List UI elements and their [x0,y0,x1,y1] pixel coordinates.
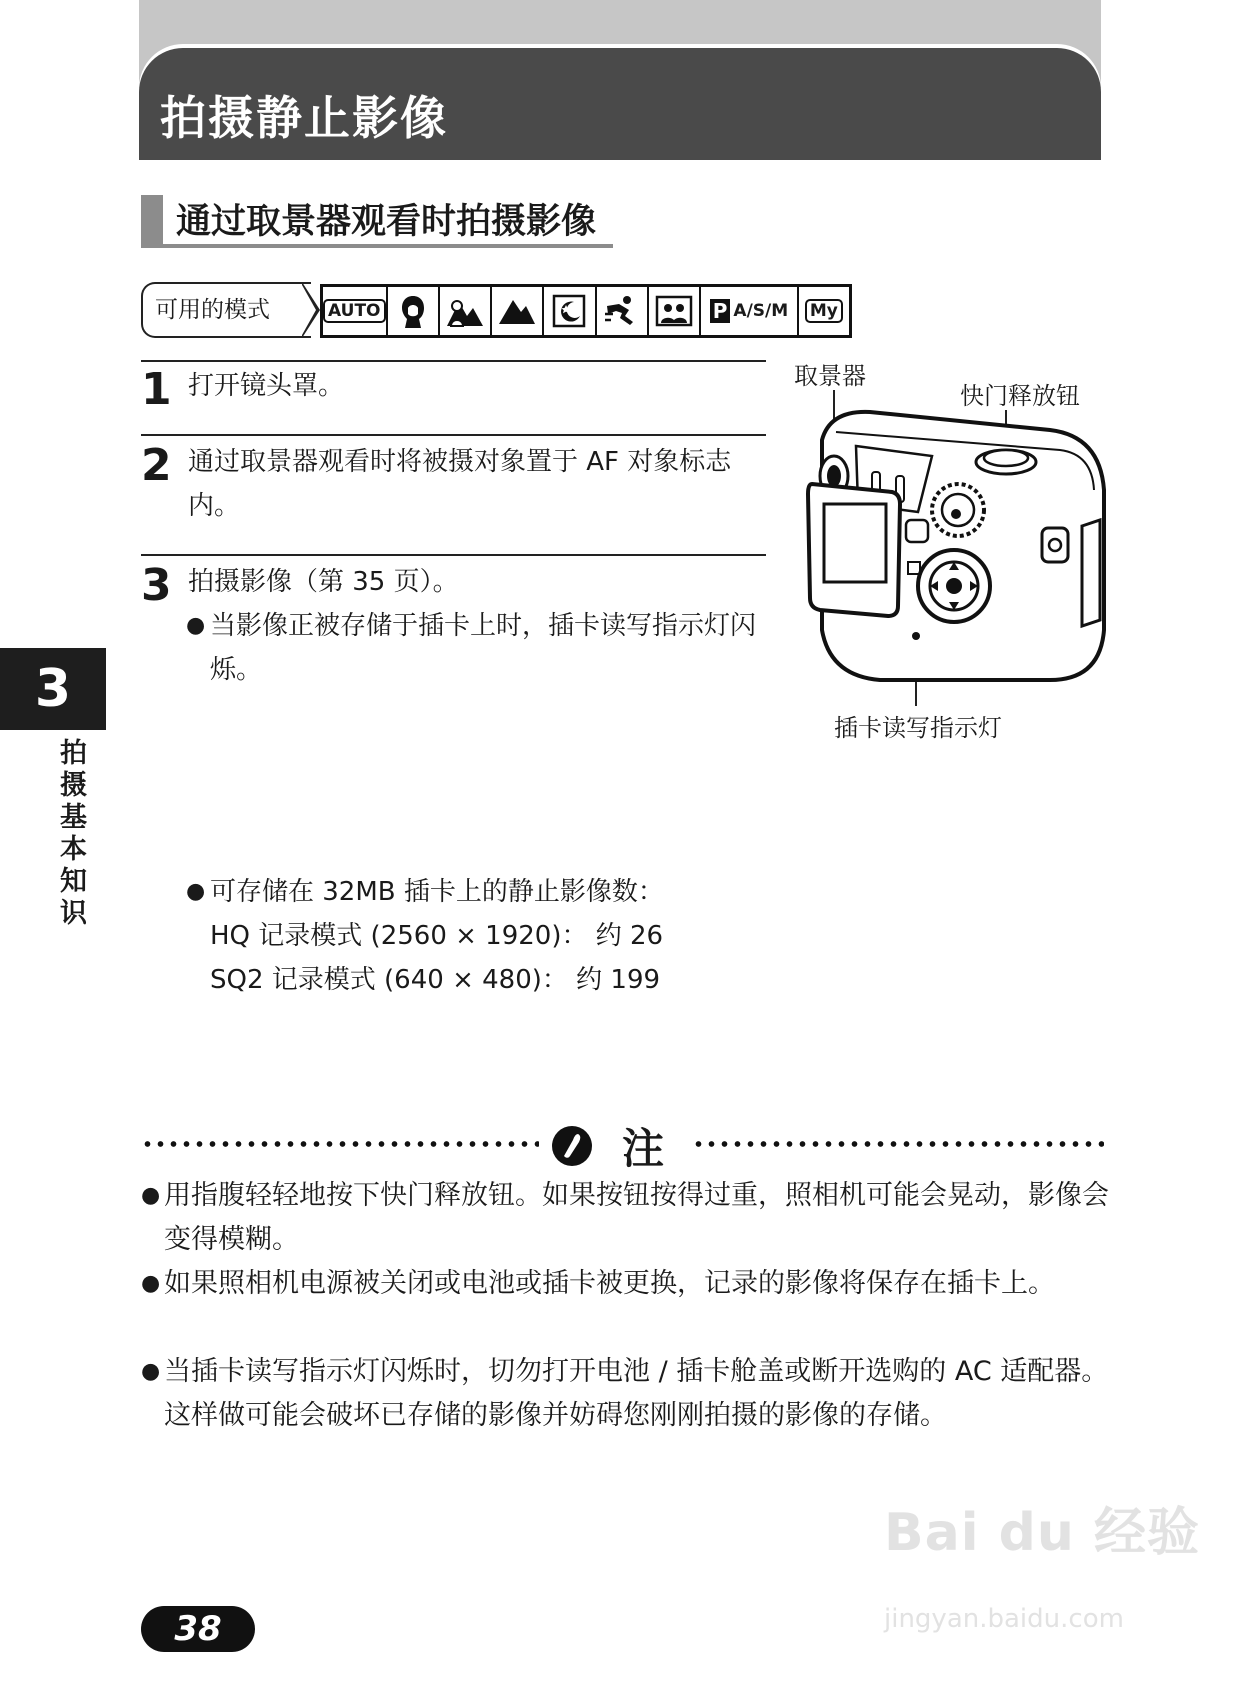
bullet-icon: ● [141,1183,161,1208]
step-3-text: 拍摄影像（第 35 页）。 [188,567,459,597]
step-1-text: 打开镜头罩。 [188,371,345,401]
note-item-3: 当插卡读写指示灯闪烁时，切勿打开电池 / 插卡舱盖或断开选购的 AC 适配器。这样做可能会破坏已存储的影像并妨碍您刚刚拍摄的影像的存储。 [164,1356,1109,1431]
note-divider-right [692,1140,1104,1148]
watermark-logo: Bai du 经验 [884,1503,1200,1563]
note-item-1: 用指腹轻轻地按下快门释放钮。如果按钮按得过重，照相机可能会晃动，影像会变得模糊。 [164,1180,1109,1255]
step-divider [141,554,766,556]
mode-auto [323,287,388,335]
self-portrait-icon [649,287,701,335]
step-divider [141,360,766,362]
chapter-label: 拍摄基本知识 [60,738,87,929]
asm-mode-label: A/S/M [733,301,789,321]
portrait-icon [388,287,440,335]
my-mode-label: My [805,299,843,323]
section-underline [141,244,613,248]
note-divider-left [141,1140,539,1148]
bullet-icon: ● [141,1271,161,1296]
landscape-icon [492,287,544,335]
bullet-icon: ● [186,613,206,638]
mode-pasm [701,287,799,335]
page-number: 38 [141,1606,255,1652]
card-access-lamp-label: 插卡读写指示灯 [834,714,1002,742]
note-title: 注 [622,1124,665,1173]
auto-mode-label: AUTO [323,299,386,323]
note-item-2: 如果照相机电源被关闭或电池或插卡被更换，记录的影像将保存在插卡上。 [164,1268,1055,1299]
capacity-line-1: 可存储在 32MB 插卡上的静止影像数： [210,877,664,907]
my-mode-icon [799,287,849,335]
section-marker [141,195,163,245]
available-modes-label: 可用的模式 [141,282,311,338]
capacity-line-2: HQ 记录模式 (2560 × 1920)： 约 26 [210,921,664,951]
landscape-portrait-icon [440,287,492,335]
page-title: 拍摄静止影像 [160,91,448,145]
note-icon [552,1126,592,1166]
step-divider [141,434,766,436]
program-mode-icon: P [710,299,731,323]
shutter-button-label: 快门释放钮 [960,382,1080,410]
step-2-number: 2 [141,440,172,491]
step-2-text: 通过取景器观看时将被摄对象置于 AF 对象标志内。 [188,447,732,521]
sport-icon [597,287,649,335]
bullet-icon: ● [186,879,206,904]
step-3-number: 3 [141,560,172,611]
viewfinder-label: 取景器 [794,362,866,390]
step-3-note: 当影像正被存储于插卡上时，插卡读写指示灯闪烁。 [210,611,757,685]
section-title: 通过取景器观看时拍摄影像 [176,202,597,242]
capacity-line-3: SQ2 记录模式 (640 × 480)： 约 199 [210,965,661,995]
night-scene-icon [544,287,596,335]
watermark-url: jingyan.baidu.com [884,1604,1124,1634]
camera-illustration [800,380,1120,710]
chapter-number: 3 [0,648,106,730]
step-1-number: 1 [141,364,172,415]
bullet-icon: ● [141,1359,161,1384]
mode-strip [320,284,852,338]
